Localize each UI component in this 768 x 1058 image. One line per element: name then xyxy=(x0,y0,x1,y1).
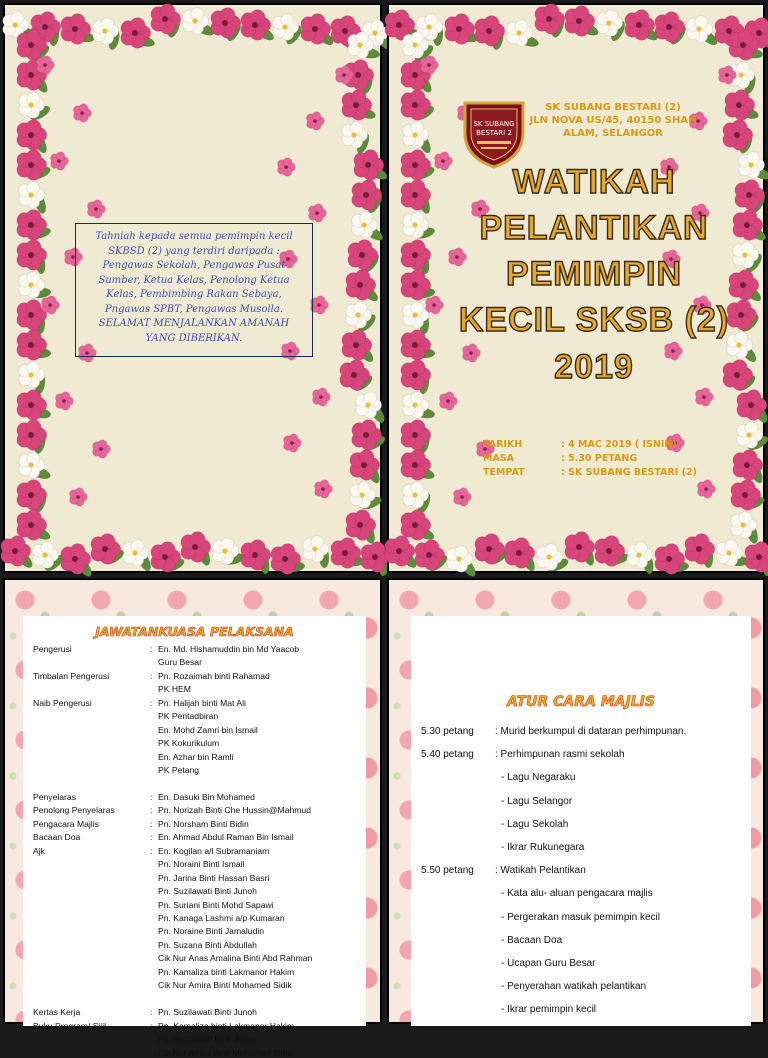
programme-time: 5.50 petang xyxy=(421,865,474,877)
committee-colon: : xyxy=(150,670,153,681)
programme-item: : Murid berkumpul di dataran perhimpunan. xyxy=(495,726,687,737)
detail-label: TEMPAT xyxy=(483,467,525,478)
committee-role: Timbalan Pengerusi xyxy=(33,670,110,681)
school-address xyxy=(529,101,697,140)
committee-member: PK Petang xyxy=(158,765,200,776)
programme-item: : Watikah Pelantikan xyxy=(495,865,586,877)
programme-item: - Ikrar Rukunegara xyxy=(501,842,585,853)
committee-colon: : xyxy=(150,1007,153,1018)
school-name: SK SUBANG BESTARI (2) xyxy=(545,102,681,113)
committee-member: PK HEM xyxy=(158,684,191,695)
programme-item: - Penyerahan watikah pelantikan xyxy=(501,981,647,993)
committee-role: Ajk xyxy=(33,845,45,856)
committee-member: Pn. Kamaliza binti Lakmanor Hakim xyxy=(158,1020,295,1031)
detail-date xyxy=(483,439,677,450)
committee-member: PK Pentadbiran xyxy=(158,711,219,722)
committee-colon: : xyxy=(150,818,153,829)
committee-member: Pn. Halijah binti Mat Ali xyxy=(158,697,246,708)
message-line: Tahniah kepada semua pemimpin kecil xyxy=(95,231,293,242)
title-line-3: PEMIMPIN xyxy=(505,255,683,293)
committee-colon: : xyxy=(150,1020,153,1031)
crest-text: BESTARI 2 xyxy=(476,129,512,137)
programme-item: : Perhimpunan rasmi sekolah xyxy=(495,749,625,761)
crest-text: SK SUBANG xyxy=(473,120,515,128)
title-line-1: WATIKAH xyxy=(512,163,676,201)
committee-member: Pn. Norizah Binti Che Hussin@Mahmud xyxy=(158,805,311,816)
detail-value: : 4 MAC 2019 ( ISNIN) xyxy=(561,439,677,450)
committee-member: En. Kogilan a/l Subramaniam xyxy=(158,845,270,856)
programme-item: - Lagu Sekolah xyxy=(501,818,569,830)
back-cover-panel xyxy=(3,3,382,573)
committee-role: Penolong Penyelaras xyxy=(33,805,115,816)
committee-colon: : xyxy=(150,832,153,843)
committee-member: Pn. Kanaga Lashmi a/p Kumaran xyxy=(158,913,285,923)
committee-member: Pn. Suriani Binti Mohd Sapawi xyxy=(158,899,274,910)
programme-item: - Kata alu- aluan pengacara majlis xyxy=(501,888,653,900)
programme-time: 5.40 petang xyxy=(421,749,474,761)
committee-member: PK Kokurikulum xyxy=(158,738,220,749)
committee-member: Pn. Suzana Binti Abdullah xyxy=(158,939,257,950)
title-line-2: PELANTIKAN xyxy=(479,209,709,247)
programme-item: - Lagu Selangor xyxy=(501,795,573,807)
detail-venue xyxy=(483,467,697,478)
committee-role: Kertas Kerja xyxy=(33,1007,81,1018)
message-line: Pengawas Sekolah, Pengawas Pusat xyxy=(102,260,286,271)
committee-member: Pn. Suzilawati Binti Junoh xyxy=(158,1034,257,1045)
committee-member: Pn. Jarina Binti Hassan Basri xyxy=(158,872,270,883)
committee-member: Pn. Kamaliza binti Lakmanor Hakim xyxy=(158,966,295,977)
committee-role: Bacaan Doa xyxy=(33,832,81,843)
programme-time: 5.30 petang xyxy=(421,726,474,737)
detail-label: MASA xyxy=(483,453,515,464)
detail-value: : SK SUBANG BESTARI (2) xyxy=(561,467,697,478)
committee-member: Guru Besar xyxy=(158,657,202,668)
school-street: JLN NOVA US/45, 40150 SHAH xyxy=(529,115,697,126)
programme-item: - Bacaan Doa xyxy=(501,934,563,946)
programme-panel xyxy=(387,578,765,1024)
programme-item: - Lagu Negaraku xyxy=(501,772,576,784)
committee-role: Naib Pengerusi xyxy=(33,697,92,708)
message-line: Sumber, Ketua Kelas, Penolong Ketua xyxy=(98,274,290,286)
front-cover-panel xyxy=(387,3,765,573)
school-crest-icon xyxy=(459,97,529,171)
school-city: ALAM, SELANGOR xyxy=(562,128,663,139)
committee-member: Pn. Suzilawati Binti Junoh xyxy=(158,1007,257,1018)
committee-member: Pn. Noraine Binti Jamaludin xyxy=(158,926,265,937)
committee-colon: : xyxy=(150,791,153,802)
message-line: SELAMAT MENJALANKAN AMANAH xyxy=(98,318,290,329)
committee-role: Penyelaras xyxy=(33,791,76,802)
committee-colon: : xyxy=(150,697,153,708)
detail-label: TARIKH xyxy=(483,439,523,450)
committee-member: Pn. Norsham Binti Bidin xyxy=(158,818,249,829)
committee-role: Pengacara Majlis xyxy=(33,818,99,829)
committee-member: En. Dasuki Bin Mohamed xyxy=(158,791,255,802)
committee-member: Cik Nur Amira Binti Mohamed Sidik xyxy=(158,1047,292,1058)
programme-item: - Pergerakan masuk pemimpin kecil xyxy=(501,911,660,923)
programme-item: - Ikrar pemimpin kecil xyxy=(501,1004,597,1016)
committee-title: JAWATANKUASA PELAKSANA xyxy=(95,624,294,639)
programme-title: ATUR CARA MAJLIS xyxy=(507,694,655,710)
message-line: YANG DIBERIKAN. xyxy=(145,332,243,344)
committee-panel xyxy=(3,578,382,1058)
committee-member: En. Ahmad Abdul Raman Bin Ismail xyxy=(158,832,294,843)
message-line: SKBSD (2) yang terdiri daripada : xyxy=(108,245,280,257)
detail-value: : 5.30 PETANG xyxy=(561,453,638,464)
committee-member: Cik Nur Amira Binti Mohamed Sidik xyxy=(158,980,292,991)
detail-time xyxy=(483,453,637,464)
committee-member: Cik Nur Anas Amalina Binti Abd Rahman xyxy=(158,953,313,964)
message-line: Kelas, Pembimbing Rakan Sebaya, xyxy=(106,289,282,300)
committee-colon: : xyxy=(150,644,153,654)
committee-member: En. Md. Hishamuddin bin Md Yaacob xyxy=(158,644,300,654)
title-line-5: 2019 xyxy=(554,348,634,386)
title-line-4: KECIL SKSB (2) xyxy=(458,301,730,339)
committee-member: En. Azhar bin Ramli xyxy=(158,751,234,762)
committee-member: Pn. Rozaimah binti Rahamad xyxy=(158,670,270,681)
committee-role: Pengerusi xyxy=(33,644,72,654)
message-line: Pngawas SPBT, Pengawas Musolla. xyxy=(104,303,284,315)
committee-member: Pn. Noraini Binti Ismail xyxy=(158,859,245,870)
programme-item: - Ucapan Guru Besar xyxy=(501,958,596,969)
committee-member: En. Mohd Zamri bin Ismail xyxy=(158,724,258,735)
congratulation-message xyxy=(75,223,313,357)
committee-member: Pn. Suzilawati Binti Junoh xyxy=(158,886,257,897)
committee-role: Buku Program/ Sijil xyxy=(33,1020,107,1031)
committee-colon: : xyxy=(150,845,153,856)
committee-colon: : xyxy=(150,805,153,816)
